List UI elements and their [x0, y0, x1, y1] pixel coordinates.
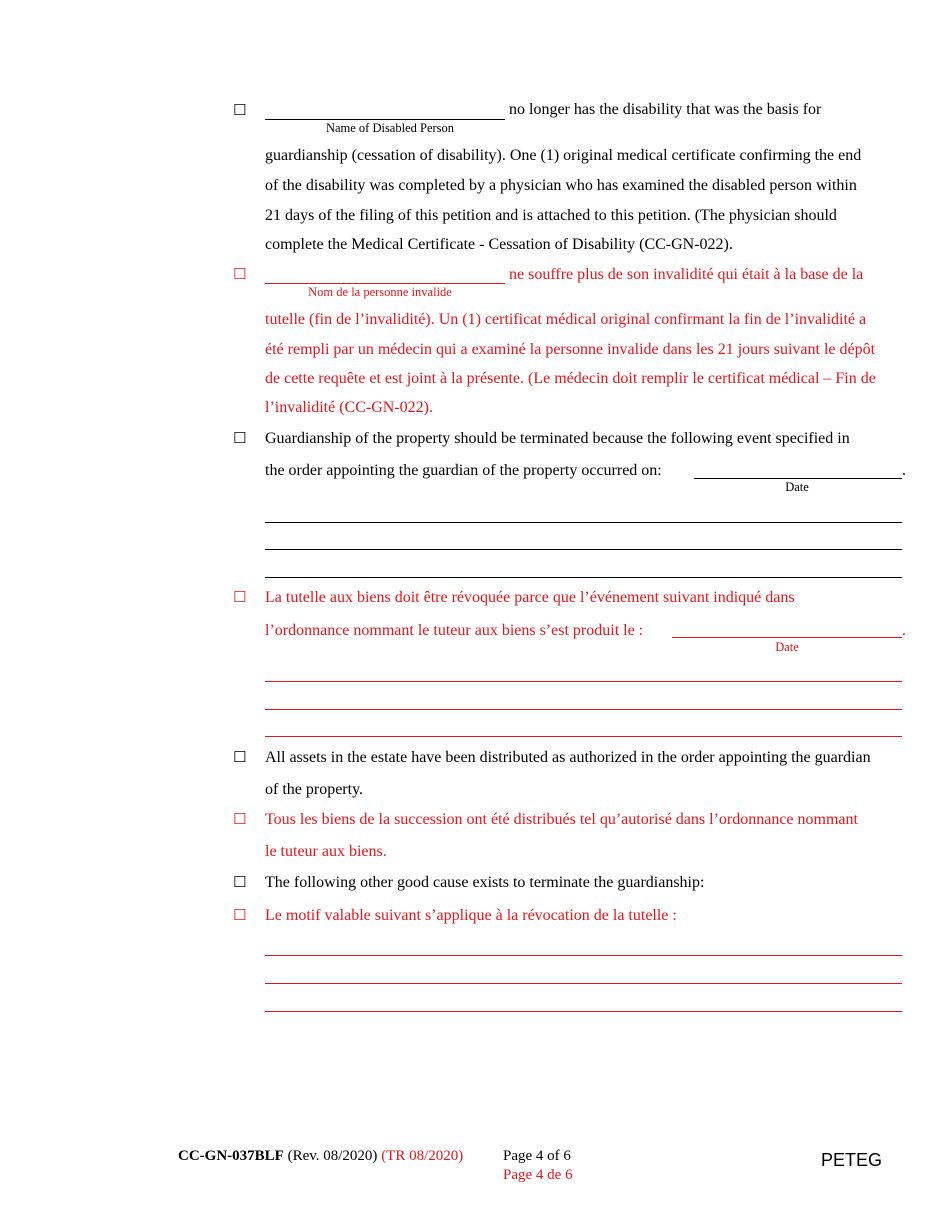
disability-text-line: complete the Medical Certificate - Cessation of Disability (CC-GN-022).	[265, 236, 733, 253]
evenement-description-line[interactable]	[265, 709, 902, 710]
nom-personne-invalide-label: Nom de la personne invalide	[308, 285, 452, 299]
good-cause-description-line[interactable]	[265, 983, 902, 984]
disabled-person-name-blank[interactable]	[265, 119, 505, 120]
biens-text-line: le tuteur aux biens.	[265, 843, 387, 860]
checkbox-motif-valable[interactable]: ☐	[233, 906, 247, 924]
assets-text-line: All assets in the estate have been distributed as authorized in the order appointing the guardian	[265, 749, 871, 766]
checkbox-assets-distributed[interactable]: ☐	[233, 748, 247, 766]
biens-text-line: Tous les biens de la succession ont été distribués tel qu’autorisé dans l’ordonnance nommant	[265, 811, 858, 828]
checkbox-other-good-cause[interactable]: ☐	[233, 873, 247, 891]
invalidite-first-line: ne souffre plus de son invalidité qui était à la base de la	[509, 266, 864, 283]
invalidite-text-line: tutelle (fin de l’invalidité). Un (1) certificat médical original confirmant la fin de l’invalidité a	[265, 311, 867, 328]
event-date-label: Date	[785, 480, 809, 494]
checkbox-evenement-produit[interactable]: ☐	[233, 588, 247, 606]
evenement-date-field[interactable]	[672, 637, 902, 638]
nom-personne-invalide-blank[interactable]	[265, 283, 505, 284]
evenement-text-line: l’ordonnance nommant le tuteur aux biens s’est produit le :	[265, 622, 644, 639]
checkbox-disability-cessation[interactable]: ☐	[233, 101, 247, 119]
good-cause-description-line[interactable]	[265, 1011, 902, 1012]
event-date-field[interactable]	[694, 478, 902, 479]
disability-text-line: of the disability was completed by a physician who has examined the disabled person within	[265, 177, 857, 194]
good-cause-text: The following other good cause exists to terminate the guardianship:	[265, 874, 705, 891]
event-text-line: Guardianship of the property should be terminated because the following event specified in	[265, 430, 850, 447]
period: .	[902, 622, 906, 639]
checkbox-event-occurred[interactable]: ☐	[233, 429, 247, 447]
checkbox-biens-distribues[interactable]: ☐	[233, 810, 247, 828]
invalidite-text-line: de cette requête et est joint à la présente. (Le médecin doit remplir le certificat médical – Fin de	[265, 370, 876, 387]
translation-revision: (TR 08/2020)	[381, 1148, 464, 1164]
assets-text-line: of the property.	[265, 781, 364, 798]
form-code: CC-GN-037BLF	[178, 1148, 284, 1164]
period: .	[902, 462, 906, 479]
event-description-line[interactable]	[265, 549, 902, 550]
invalidite-text-line: été rempli par un médecin qui a examiné la personne invalide dans les 21 jours suivant le dépôt	[265, 341, 876, 358]
event-text-line: the order appointing the guardian of the property occurred on:	[265, 462, 662, 479]
good-cause-description-line[interactable]	[265, 955, 902, 956]
checkbox-fin-invalidite[interactable]: ☐	[233, 265, 247, 283]
disability-text-line: guardianship (cessation of disability). One (1) original medical certificate confirming the end	[265, 147, 862, 164]
evenement-date-label: Date	[775, 640, 799, 654]
evenement-description-line[interactable]	[265, 736, 902, 737]
invalidite-text-line: l’invalidité (CC-GN-022).	[265, 399, 433, 416]
evenement-description-line[interactable]	[265, 681, 902, 682]
evenement-text-line: La tutelle aux biens doit être révoquée parce que l’événement suivant indiqué dans	[265, 589, 795, 606]
motif-valable-text: Le motif valable suivant s’applique à la révocation de la tutelle :	[265, 907, 677, 924]
disabled-person-name-label: Name of Disabled Person	[325, 121, 455, 135]
form-footer-code	[178, 1147, 463, 1165]
event-description-line[interactable]	[265, 522, 902, 523]
event-description-line[interactable]	[265, 577, 902, 578]
page-number-en: Page 4 of 6	[503, 1148, 571, 1164]
page-number-fr: Page 4 de 6	[503, 1167, 573, 1183]
form-revision: (Rev. 08/2020)	[287, 1148, 378, 1164]
disability-text-line: 21 days of the filing of this petition and is attached to this petition. (The physician should	[265, 207, 837, 224]
disability-first-line: no longer has the disability that was the basis for	[509, 101, 822, 118]
form-tag: PETEG	[821, 1150, 883, 1170]
